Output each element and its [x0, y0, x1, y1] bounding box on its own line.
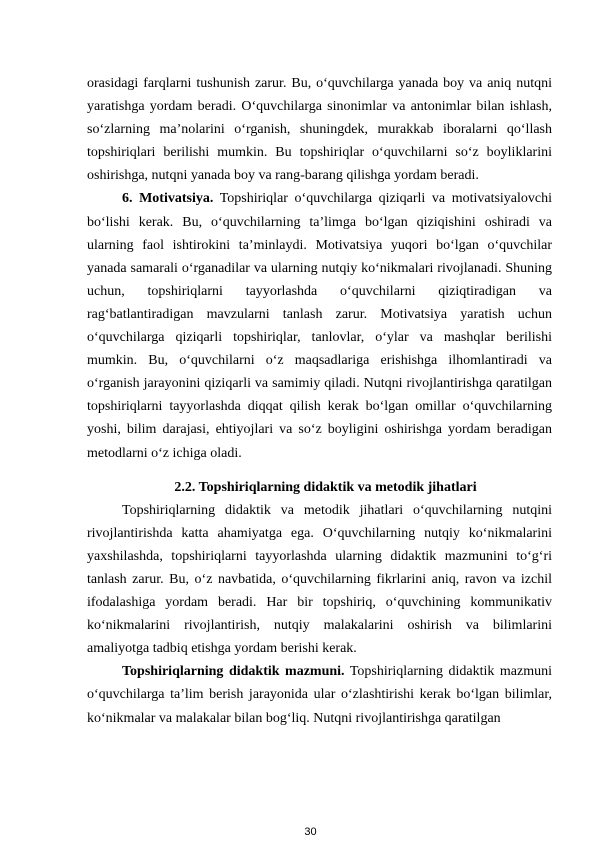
intro-paragraph: orasidagi farqlarni tushunish zarur. Bu, o‘quvchilarga yanada boy va aniq nutqni yaratishga yordam beradi. O‘quvchilarga sinonimlar va antonimlar bilan ishlash, so‘zlarning ma’nolarini o‘rganish, shuningdek, murakkab iboralarni qo‘llash topshiriqlari berilishi mumkin. Bu topshiriqlar o‘quvchilarni so‘z boyliklarini oshirishga, nutqni yanada boy va rang-barang qilishga yordam beradi. [87, 76, 552, 184]
didactic-text: Topshiriqlarning didaktik mazmuni o‘quvchilarga ta’lim berish jarayonida ular o‘zlashtirishi kerak bo‘lgan bilimlar, ko‘nikmalar va malakalar bilan bog‘liq. Nutqni rivojlantirishga qaratilgan [87, 664, 552, 726]
section-intro-paragraph: Topshiriqlarning didaktik va metodik jihatlari o‘quvchilarning nutqini rivojlantirishda katta ahamiyatga ega. O‘quvchilarning nutqiy ko‘nikmalarini yaxshilashda, topshiriqlarni tayyorlashda ularning didaktik mazmunini to‘g‘ri tanlash zarur. Bu, o‘z navbatida, o‘quvchilarning fikrlarini aniq, ravon va izchil ifodalashiga yordam beradi. Har bir topshiriq, o‘quvchining kommunikativ ko‘nikmalarini rivojlantirish, nutqiy malakalarini oshirish va bilimlarini amaliyotga tadbiq etishga yordam berishi kerak. [87, 502, 552, 657]
motivation-lead: 6. Motivatsiya. [122, 191, 214, 207]
page-content [87, 72, 552, 730]
section-heading: 2.2. Topshiriqlarning didaktik va metodik jihatlari [174, 479, 477, 495]
didactic-lead: Topshiriqlarning didaktik mazmuni. [122, 664, 345, 680]
didactic-paragraph [87, 660, 552, 729]
page-number: 30 [304, 826, 317, 838]
motivation-paragraph [87, 187, 552, 464]
motivation-text: Topshiriqlar o‘quvchilarga qiziqarli va motivatsiyalovchi bo‘lishi kerak. Bu, o‘quvchilarning ta’limga bo‘lgan qiziqishini oshiradi va ularning faol ishtirokini ta’minlaydi. Motivatsiya yuqori bo‘lgan o‘quvchilar yanada samarali o‘rganadilar va ularning nutqiy ko‘nikmalari rivojlanadi. Shuning uchun, topshiriqlarni tayyorlashda o‘quvchilarni qiziqtiradigan va rag‘batlantiradigan mavzularni tanlash zarur. Motivatsiya yaratish uchun o‘quvchilarga qiziqarli topshiriqlar, tanlovlar, o‘ylar va mashqlar berilishi mumkin. Bu, o‘quvchilarni o‘z maqsadlariga erishishga ilhomlantiradi va o‘rganish jarayonini qiziqarli va samimiy qiladi. Nutqni rivojlantirishga qaratilgan topshiriqlarni tayyorlashda diqqat qilish kerak bo‘lgan omillar o‘quvchilarning yoshi, bilim darajasi, ehtiyojlari va so‘z boyligini oshirishga yordam beradigan metodlarni o‘z ichiga oladi. [87, 191, 553, 461]
